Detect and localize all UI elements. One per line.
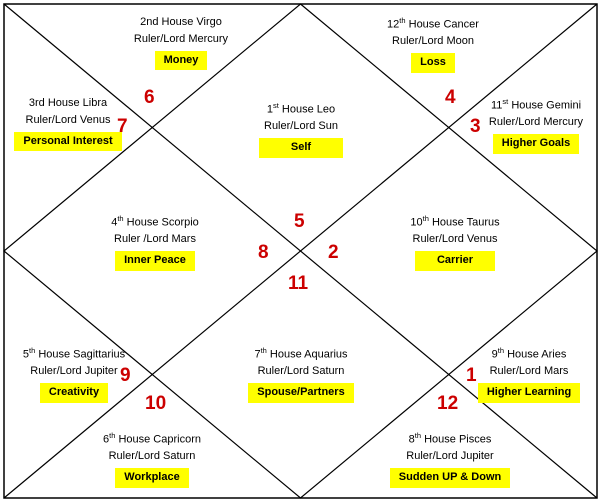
- house-number-2: 2: [328, 242, 339, 263]
- house-12-block: [330, 16, 536, 73]
- house-4-block: [60, 214, 250, 271]
- house-11-ruler: Ruler/Lord Mercury: [488, 116, 584, 129]
- house-5-keyword: Creativity: [40, 383, 108, 403]
- house-9-ruler: Ruler/Lord Mars: [489, 365, 569, 378]
- house-6-keyword: Workplace: [115, 468, 188, 488]
- house-9-keyword: Higher Learning: [478, 383, 580, 403]
- house-11-title-prefix: 11: [490, 99, 503, 112]
- house-8-title-prefix: 8: [408, 433, 415, 446]
- house-3-title: [6, 97, 130, 111]
- house-4-ruler: Ruler /Lord Mars: [114, 233, 196, 246]
- house-7-title-prefix: 7: [254, 348, 261, 361]
- house-number-8: 8: [258, 242, 269, 263]
- house-number-3: 3: [470, 116, 481, 137]
- house-11-title: [474, 97, 598, 113]
- house-7-ruler: Ruler/Lord Saturn: [257, 365, 345, 378]
- house-1-title-rest: House Leo: [281, 103, 336, 116]
- house-6-title-rest: House Capricorn: [118, 433, 201, 446]
- house-3-title-prefix: 3rd: [28, 97, 45, 109]
- house-8-ruler: Ruler/Lord Jupiter: [406, 450, 494, 463]
- house-7-title: [208, 346, 394, 362]
- house-2-title: [78, 16, 284, 30]
- house-10-title-prefix: 10: [410, 216, 423, 229]
- house-5-ruler: Ruler/Lord Jupiter: [30, 365, 118, 378]
- house-3-title-rest: House Libra: [47, 97, 108, 109]
- house-8-title-sup: th: [414, 431, 422, 440]
- house-10-title-rest: House Taurus: [431, 216, 500, 229]
- house-9-block: [460, 346, 598, 403]
- house-12-title-rest: House Cancer: [408, 18, 479, 31]
- house-2-keyword: Money: [155, 51, 208, 71]
- house-7-title-sup: th: [260, 346, 267, 355]
- house-8-keyword: Sudden UP & Down: [390, 468, 510, 488]
- house-1-title-prefix: 1: [266, 103, 273, 116]
- house-5-title: [4, 346, 144, 362]
- house-number-12: 12: [437, 393, 459, 414]
- house-12-title-sup: th: [399, 16, 406, 25]
- house-6-title: [52, 431, 252, 447]
- house-3-keyword: Personal Interest: [14, 132, 121, 152]
- house-9-title-sup: th: [497, 346, 504, 355]
- house-9-title-rest: House Aries: [507, 348, 567, 361]
- house-number-11: 11: [288, 273, 309, 294]
- house-1-title-sup: st: [273, 101, 279, 110]
- house-12-ruler: Ruler/Lord Moon: [392, 35, 474, 48]
- house-8-title-rest: House Pisces: [424, 433, 492, 446]
- house-10-block: [360, 214, 550, 271]
- house-7-block: [208, 346, 394, 403]
- house-3-ruler: Ruler/Lord Venus: [25, 113, 111, 126]
- house-4-title-prefix: 4: [111, 216, 118, 229]
- house-8-title: [350, 431, 550, 447]
- house-number-1: 1: [466, 365, 477, 386]
- house-6-title-sup: th: [109, 431, 116, 440]
- house-1-keyword: Self: [259, 138, 343, 158]
- house-6-title-prefix: 6: [103, 433, 110, 446]
- house-4-title-rest: House Scorpio: [126, 216, 199, 229]
- house-number-5: 5: [294, 211, 305, 232]
- house-1-ruler: Ruler/Lord Sun: [264, 120, 338, 133]
- house-9-title-prefix: 9: [491, 348, 498, 361]
- house-11-block: [474, 97, 598, 154]
- house-11-title-sup: st: [502, 97, 509, 106]
- house-6-block: [52, 431, 252, 488]
- house-number-7: 7: [117, 116, 128, 137]
- house-number-4: 4: [445, 87, 456, 108]
- house-number-10: 10: [145, 393, 167, 414]
- house-12-title: [330, 16, 536, 32]
- house-2-title-prefix: 2nd: [140, 16, 159, 28]
- house-1-title: [208, 101, 394, 117]
- house-8-block: [350, 431, 550, 488]
- house-3-block: [6, 97, 130, 151]
- house-10-keyword: Carrier: [415, 251, 495, 271]
- house-7-keyword: Spouse/Partners: [248, 383, 353, 403]
- house-4-title-sup: th: [117, 214, 124, 223]
- house-number-6: 6: [144, 87, 155, 108]
- house-10-title-sup: th: [422, 214, 429, 223]
- house-6-ruler: Ruler/Lord Saturn: [108, 450, 196, 463]
- house-number-9: 9: [120, 365, 131, 386]
- house-11-keyword: Higher Goals: [493, 134, 579, 154]
- house-7-title-rest: House Aquarius: [269, 348, 348, 361]
- house-12-keyword: Loss: [411, 53, 455, 73]
- house-2-ruler: Ruler/Lord Mercury: [133, 32, 229, 45]
- house-2-title-rest: House Virgo: [161, 16, 222, 28]
- house-10-title: [360, 214, 550, 230]
- house-5-title-prefix: 5: [22, 348, 29, 361]
- house-4-title: [60, 214, 250, 230]
- house-11-title-rest: House Gemini: [511, 99, 582, 112]
- house-5-title-rest: House Sagittarius: [38, 348, 126, 361]
- house-1-block: [208, 101, 394, 158]
- house-10-ruler: Ruler/Lord Venus: [412, 233, 498, 246]
- house-9-title: [460, 346, 598, 362]
- house-2-block: [78, 16, 284, 70]
- house-12-title-prefix: 12: [387, 18, 400, 31]
- house-4-keyword: Inner Peace: [115, 251, 195, 271]
- house-5-title-sup: th: [28, 346, 36, 355]
